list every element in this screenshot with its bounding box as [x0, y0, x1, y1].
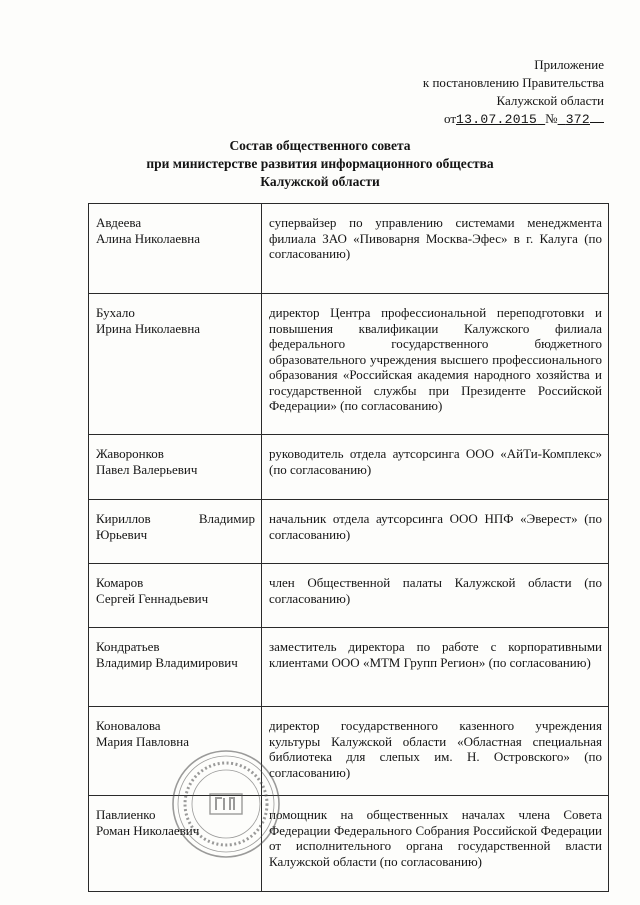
member-given-name: Ирина Николаевна [96, 320, 201, 336]
member-given-name: Владимир [198, 511, 255, 526]
member-role-cell: директор государственного казенного учреждения культуры Калужской области «Областная специальная библиотека для слепых им. Н. Островского» (по согласованию) [262, 707, 609, 796]
table-row [89, 294, 609, 435]
member-surname: Павлиенко [96, 807, 156, 822]
table-row [89, 796, 609, 892]
member-given-name: Владимир Владимирович [96, 654, 238, 670]
member-name-cell [89, 435, 262, 500]
member-surname: Кондратьев [96, 639, 160, 654]
resolution-reference: к постановлению Правительства [422, 75, 604, 90]
resolution-date-number [344, 110, 604, 129]
member-role-cell: начальник отдела аутсорсинга ООО НПФ «Эверест» (по согласованию) [262, 500, 609, 564]
region-name: Калужской области [496, 93, 604, 108]
resolution-number: 372 [565, 112, 590, 127]
member-role-cell: помощник на общественных началах члена Совета Федерации Федерального Собрания Российской Федерации от исполнительного органа государственной власти Калужской области (по согласованию) [262, 796, 609, 892]
table-row [89, 435, 609, 500]
member-given-name: Сергей Геннадьевич [96, 590, 209, 606]
table-row [89, 500, 609, 564]
member-name-cell [89, 204, 262, 294]
member-surname: Авдеева [96, 215, 142, 230]
member-patronymic: Юрьевич [96, 526, 148, 542]
member-name-cell [89, 707, 262, 796]
title-line-1: Состав общественного совета [229, 138, 411, 153]
member-surname: Бухало [96, 305, 135, 320]
appendix-label: Приложение [534, 57, 604, 72]
member-role-cell: директор Центра профессиональной переподготовки и повышения квалификации Калужского филиала федерального государственного бюджетного образовательного учреждения высшего профессионального образования «Российская академия народного хозяйства и государственной службы при Президенте Российской Федерации» (по согласованию) [262, 294, 609, 435]
member-name-cell [89, 628, 262, 707]
member-given-name: Алина Николаевна [96, 230, 201, 246]
title-line-3: Калужской области [260, 174, 380, 189]
member-name-cell [89, 294, 262, 435]
table-row [89, 628, 609, 707]
member-given-name: Роман Николаевич [96, 822, 200, 838]
date-prefix: от [444, 111, 457, 126]
table-row [89, 204, 609, 294]
members-table [88, 203, 609, 892]
member-role-cell: руководитель отдела аутсорсинга ООО «АйТи-Комплекс» (по согласованию) [262, 435, 609, 500]
member-given-name: Мария Павловна [96, 733, 189, 749]
appendix-header [344, 56, 604, 129]
member-surname: Кириллов [96, 511, 151, 526]
member-role-cell: заместитель директора по работе с корпоративными клиентами ООО «МТМ Групп Регион» (по согласованию) [262, 628, 609, 707]
member-name-cell [89, 796, 262, 892]
document-title [0, 137, 640, 191]
member-given-name: Павел Валерьевич [96, 461, 198, 477]
number-prefix: № [545, 111, 558, 126]
resolution-date: 13.07.2015 [456, 112, 538, 127]
member-surname: Комаров [96, 575, 144, 590]
table-row [89, 707, 609, 796]
member-name-cell [89, 500, 262, 564]
member-role-cell: член Общественной палаты Калужской области (по согласованию) [262, 564, 609, 628]
member-surname: Коновалова [96, 718, 161, 733]
member-role-cell: супервайзер по управлению системами менеджмента филиала ЗАО «Пивоварня Москва-Эфес» в г. Калуга (по согласованию) [262, 204, 609, 294]
member-name-cell [89, 564, 262, 628]
table-row [89, 564, 609, 628]
title-line-2: при министерстве развития информационного общества [146, 156, 494, 171]
member-surname: Жаворонков [96, 446, 164, 461]
